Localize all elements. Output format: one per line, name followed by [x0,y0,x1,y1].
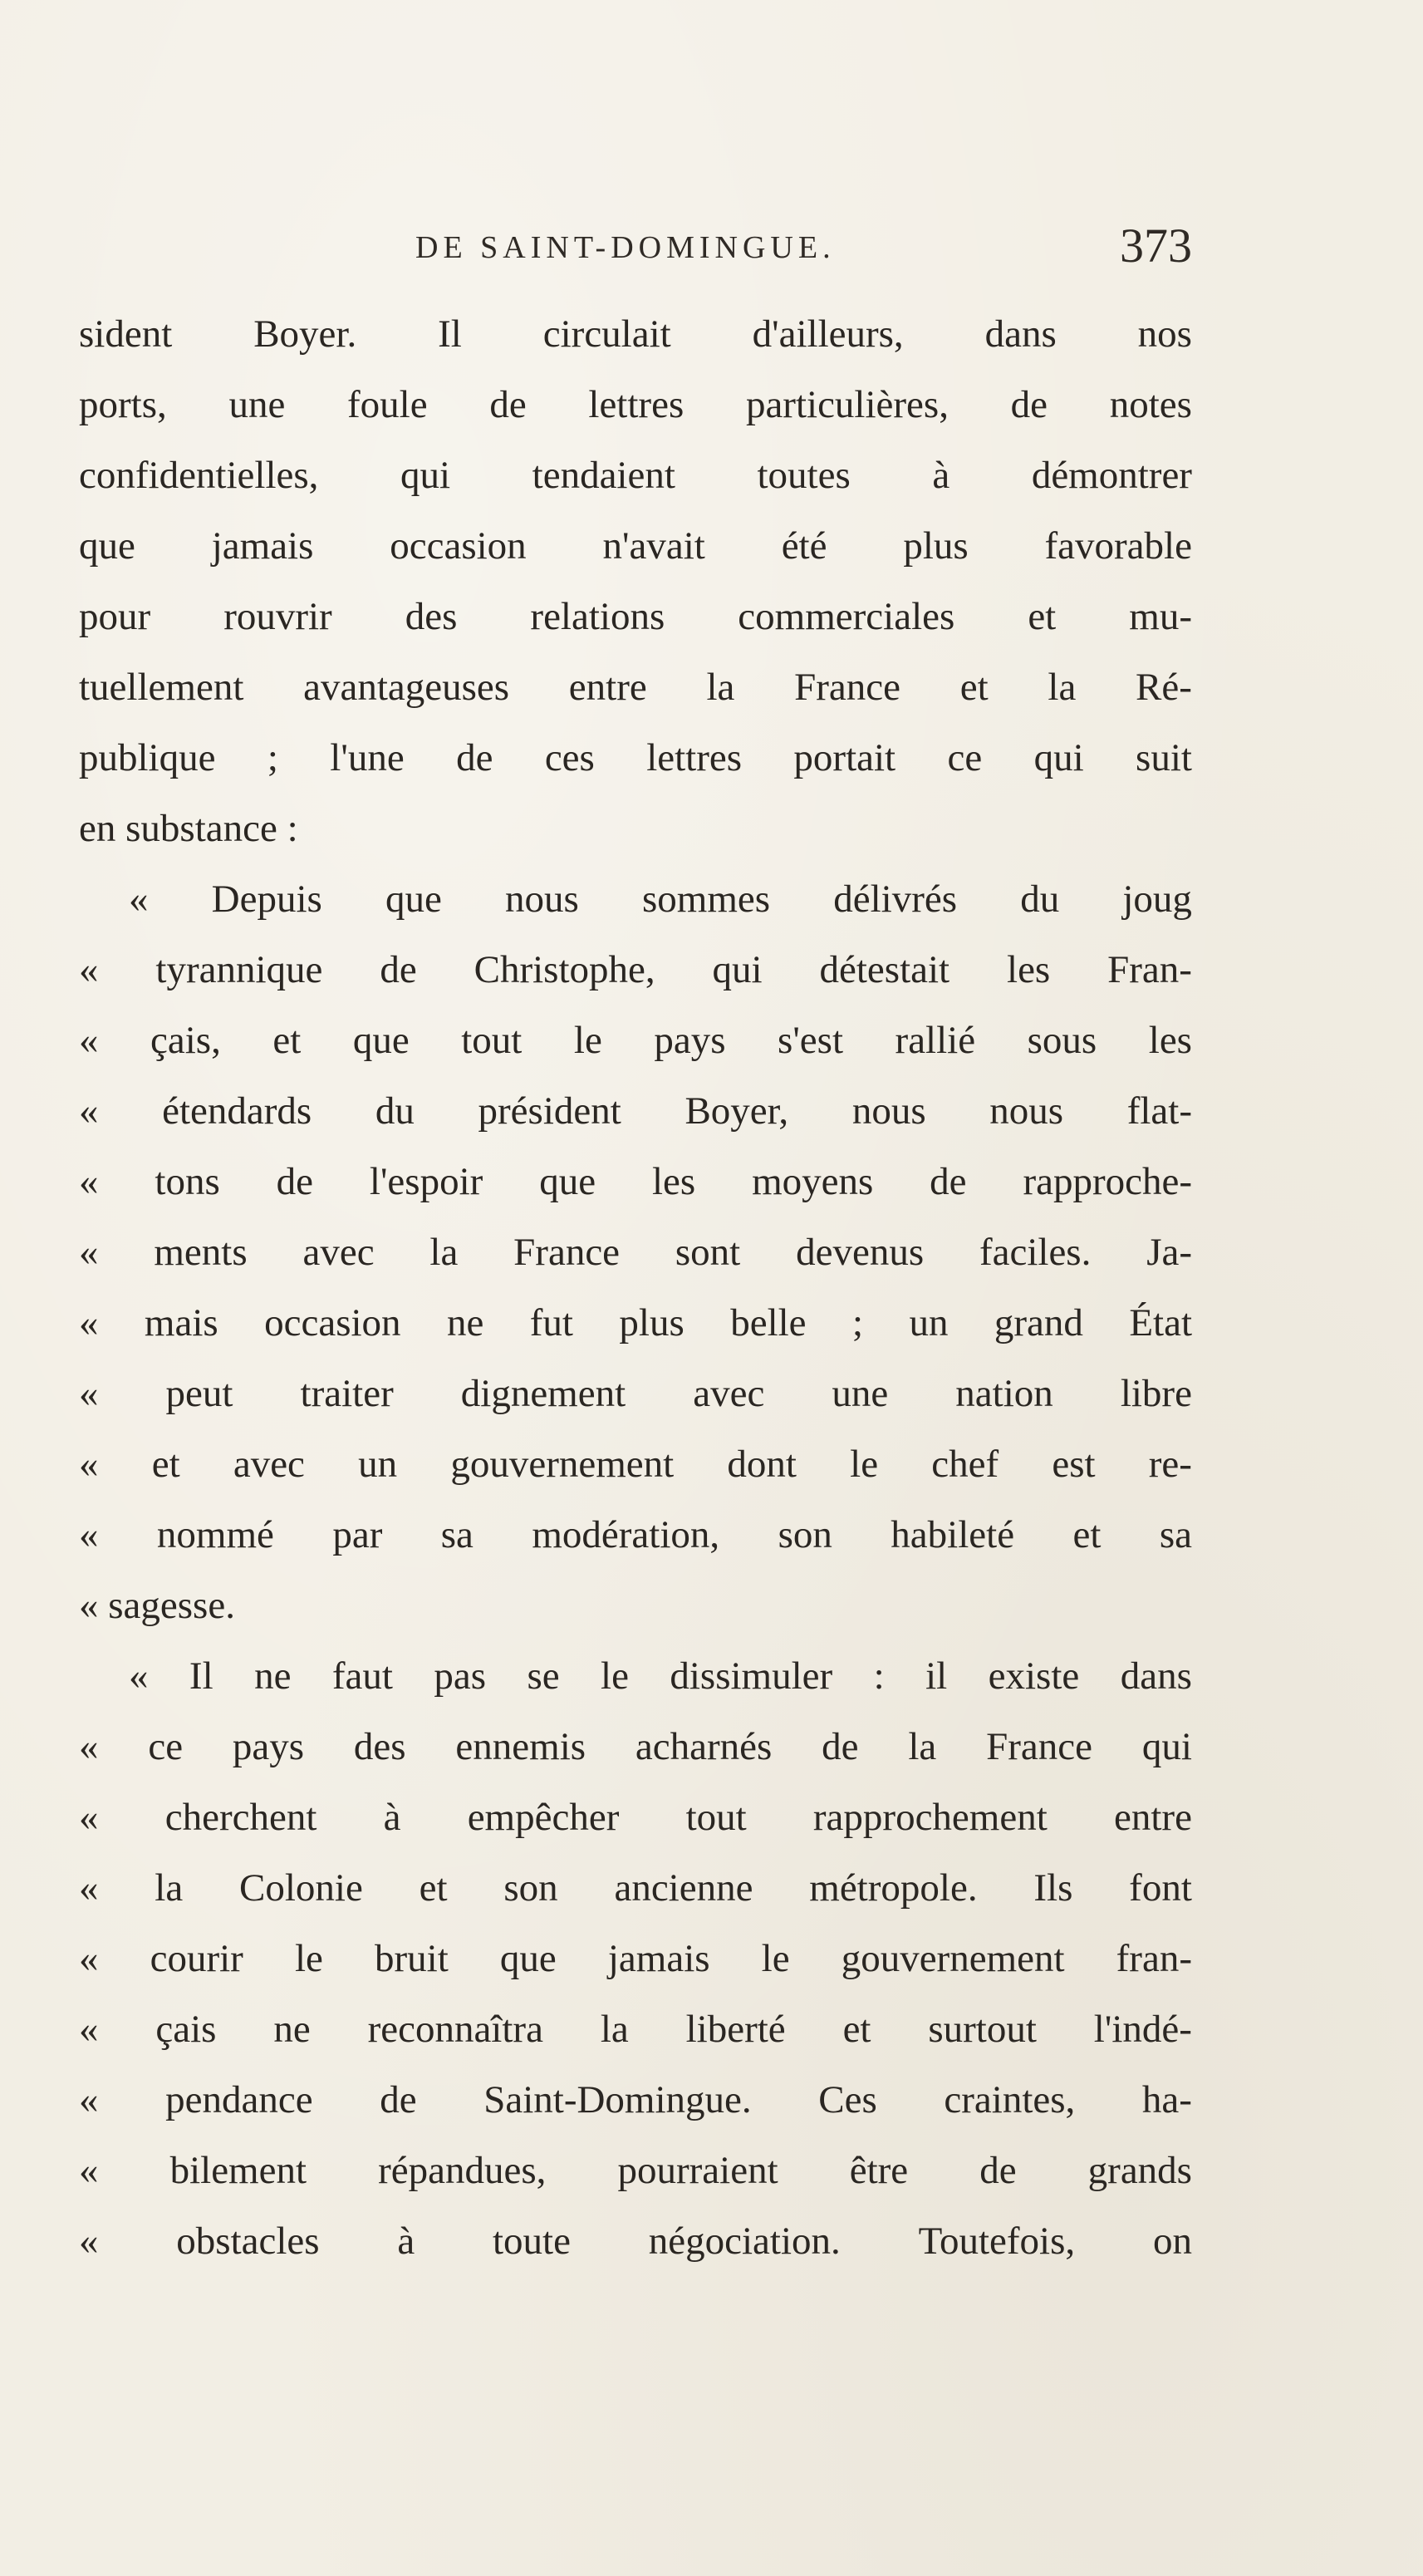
word: pays [232,1725,305,1768]
word: « [79,1160,99,1203]
word: en [79,807,126,850]
word: son [778,1513,832,1556]
word: « [79,1725,99,1768]
word: tuellement [79,666,244,709]
page-header [79,219,1192,273]
word: les [1148,1019,1192,1062]
word: joug [1122,878,1192,921]
word: à [383,1796,401,1839]
word: dans [984,312,1057,356]
word: « [79,1231,99,1274]
word: moyens [752,1160,874,1203]
word: entre [568,666,647,709]
word: çais [155,2008,217,2051]
word: bilement [169,2149,307,2192]
word: tout [461,1019,523,1062]
word: avec [302,1231,375,1274]
word: font [1129,1866,1192,1910]
word: nous [989,1089,1064,1133]
word: des [353,1725,406,1768]
word: chef [931,1443,999,1486]
word: ports, [79,383,167,426]
word: surtout [928,2008,1037,2051]
word: ces [544,736,595,779]
word: la [600,2008,629,2051]
word: rapprochement [812,1796,1048,1839]
word: faut [331,1654,393,1698]
word: sa [1159,1513,1192,1556]
word: nous [505,878,579,921]
word: et [419,1866,448,1910]
word: de [380,948,417,991]
word: toute [493,2220,571,2263]
word: n'avait [602,524,705,568]
word: France [513,1231,621,1274]
word: métropole. [809,1866,978,1910]
word: s'est [778,1019,844,1062]
word: ; [267,736,278,779]
word: Ré- [1136,666,1192,709]
word: craintes, [944,2078,1076,2121]
word: avec [693,1372,765,1415]
word: l'indé- [1093,2008,1192,2051]
word: le [294,1937,323,1980]
word: étendards [162,1089,312,1133]
text-line [79,652,1192,723]
word: d'ailleurs, [752,312,904,356]
word: dignement [460,1372,626,1415]
word: de [822,1725,859,1768]
word: été [781,524,827,568]
word: et [151,1443,180,1486]
word: Il [438,312,462,356]
word: des [405,595,458,638]
word: « [79,1089,99,1133]
text-line [79,1924,1192,1994]
word: Boyer. [253,312,357,356]
word: grand [994,1301,1083,1345]
word: sa [440,1513,474,1556]
word: et [842,2008,871,2051]
word: du [375,1089,415,1133]
word: ne [446,1301,484,1345]
word: le [573,1019,602,1062]
word: liberté [685,2008,786,2051]
word: à [397,2220,415,2263]
word: entre [1114,1796,1192,1839]
word: la [908,1725,937,1768]
word: lettres [646,736,743,779]
word: occasion [390,524,527,568]
word: à [932,454,950,497]
running-head: DE SAINT-DOMINGUE. [415,230,836,265]
word: que [352,1019,410,1062]
word: ce [148,1725,184,1768]
word: et [1072,1513,1102,1556]
word: tout [685,1796,747,1839]
word: traiter [300,1372,394,1415]
word: les [651,1160,696,1203]
text-line [79,1076,1192,1147]
word: le [601,1654,629,1698]
word: une [228,383,286,426]
text-line [79,2206,1192,2277]
word: que [79,524,135,568]
word: faciles. [979,1231,1092,1274]
word: ha- [1141,2078,1192,2121]
word: nommé [156,1513,274,1556]
word: acharnés [635,1725,773,1768]
word: « [79,2220,99,2263]
word: Colonie [239,1866,363,1910]
word: confidentielles, [79,454,319,497]
word: tons [155,1160,220,1203]
text-line [79,2065,1192,2136]
word: sont [675,1231,741,1274]
word: : [873,1654,885,1698]
word: ; [851,1301,864,1345]
text-line [79,1288,1192,1359]
text-line [79,370,1192,440]
word: dans [1120,1654,1192,1698]
word: dont [727,1443,797,1486]
word: de [380,2078,417,2121]
word: Saint-Domingue. [483,2078,752,2121]
word: « [79,1019,99,1062]
text-line [79,935,1192,1005]
word: « [79,1513,99,1556]
word: « [79,1301,99,1345]
word: çais, [150,1019,221,1062]
word: ments [154,1231,248,1274]
word: circulait [542,312,671,356]
word: sagesse. [108,1584,235,1627]
word: mu- [1129,595,1192,638]
word: démontrer [1031,454,1192,497]
word: belle [730,1301,807,1345]
word: pays [654,1019,726,1062]
word: pour [79,595,151,638]
text-line [79,440,1192,511]
word: « [79,2008,99,2051]
body-text [79,299,1192,2277]
word: pas [434,1654,487,1698]
word: Boyer, [685,1089,789,1133]
word: existe [988,1654,1080,1698]
word: Ces [818,2078,877,2121]
word: peut [165,1372,233,1415]
word: « [79,1937,99,1980]
text-line [79,1217,1192,1288]
word: de [979,2149,1017,2192]
word: fran- [1116,1937,1192,1980]
text-line [79,723,1192,794]
word: son [503,1866,558,1910]
word: répandues, [378,2149,547,2192]
word: ancienne [614,1866,753,1910]
word: toutes [757,454,851,497]
word: Toutefois, [918,2220,1076,2263]
word: qui [1141,1725,1192,1768]
word: libre [1120,1372,1192,1415]
word: favorable [1044,524,1192,568]
word: qui [1033,736,1084,779]
word: sommes [642,878,771,921]
text-line [79,1500,1192,1571]
word: « [79,2149,99,2192]
word: dissimuler [670,1654,833,1698]
word: empêcher [467,1796,620,1839]
word: la [429,1231,459,1274]
word: que [385,878,442,921]
word: la [706,666,735,709]
word: Ja- [1146,1231,1192,1274]
word: rouvrir [223,595,332,638]
word: l'une [330,736,405,779]
word: les [1007,948,1051,991]
word: flat- [1126,1089,1192,1133]
text-line [79,1641,1192,1712]
word: sident [79,312,173,356]
word: un [909,1301,949,1345]
word: Fran- [1107,948,1192,991]
word: jamais [607,1937,710,1980]
word: et [959,666,989,709]
word: qui [712,948,763,991]
word: substance [125,807,287,850]
text-line [79,582,1192,652]
text-line [79,1005,1192,1076]
word: de [930,1160,967,1203]
text-line [79,1994,1192,2065]
word: « [79,2078,99,2121]
word: « [79,1584,109,1627]
text-line [79,2136,1192,2206]
word: est [1052,1443,1096,1486]
word: une [832,1372,889,1415]
word: gouvernement [450,1443,675,1486]
word: obstacles [176,2220,320,2263]
word: « [79,1443,99,1486]
word: État [1129,1301,1192,1345]
word: publique [79,736,216,779]
word: détestait [819,948,950,991]
word: qui [400,454,451,497]
word: cherchent [164,1796,317,1839]
word: pendance [165,2078,313,2121]
word: ennemis [455,1725,586,1768]
word: habileté [891,1513,1015,1556]
word: de [276,1160,314,1203]
word: et [1028,595,1057,638]
word: Ils [1033,1866,1073,1910]
word: reconnaîtra [367,2008,543,2051]
word: la [1048,666,1077,709]
word: par [332,1513,383,1556]
word: « [129,878,149,921]
word: relations [530,595,665,638]
word: Il [189,1654,213,1698]
text-line [79,1359,1192,1429]
word: du [1020,878,1060,921]
word: notes [1109,383,1192,426]
word: le [850,1443,879,1486]
page-number: 373 [1120,219,1192,273]
word: et [272,1019,302,1062]
word: France [986,1725,1092,1768]
word: rapproche- [1023,1160,1192,1203]
word: France [794,666,900,709]
text-line [79,299,1192,370]
word: « [79,1372,99,1415]
word: avec [233,1443,305,1486]
text-line [79,1712,1192,1782]
text-line [79,1147,1192,1217]
text-line [79,1571,1192,1641]
word: tyrannique [155,948,323,991]
word: particulières, [745,383,949,426]
text-line [79,1429,1192,1500]
text-line [79,794,1192,864]
word: pourraient [617,2149,778,2192]
word: il [925,1654,948,1698]
word: mais [144,1301,218,1345]
word: modération, [532,1513,720,1556]
word: nation [955,1372,1053,1415]
word: que [499,1937,557,1980]
word: foule [347,383,428,426]
word: se [527,1654,560,1698]
word: on [1152,2220,1192,2263]
word: être [849,2149,909,2192]
word: plus [619,1301,685,1345]
word: ne [273,2008,311,2051]
word: l'espoir [369,1160,483,1203]
word: lettres [588,383,685,426]
word: président [478,1089,621,1133]
word: jamais [211,524,314,568]
word: tendaient [532,454,675,497]
word: : [287,807,298,850]
word: nous [851,1089,926,1133]
word: négociation. [648,2220,841,2263]
word: « [79,1866,99,1910]
word: « [129,1654,149,1698]
word: suit [1136,736,1192,779]
word: de [489,383,527,426]
text-line [79,1782,1192,1853]
word: Christophe, [474,948,655,991]
word: de [456,736,493,779]
word: bruit [374,1937,449,1980]
word: ne [254,1654,292,1698]
word: délivrés [833,878,958,921]
word: re- [1148,1443,1192,1486]
word: occasion [264,1301,401,1345]
word: portait [793,736,896,779]
word: un [358,1443,398,1486]
word: « [79,1796,99,1839]
text-line [79,511,1192,582]
word: fut [529,1301,573,1345]
word: plus [903,524,969,568]
word: avantageuses [303,666,510,709]
word: grands [1087,2149,1192,2192]
word: Depuis [211,878,322,921]
word: « [79,948,99,991]
word: sous [1027,1019,1097,1062]
word: de [1010,383,1048,426]
word: commerciales [738,595,955,638]
word: nos [1137,312,1192,356]
word: gouvernement [841,1937,1065,1980]
word: le [761,1937,790,1980]
word: ce [947,736,983,779]
word: devenus [796,1231,925,1274]
word: courir [150,1937,243,1980]
text-line [79,1853,1192,1924]
text-line [79,864,1192,935]
word: la [155,1866,184,1910]
word: que [539,1160,596,1203]
word: rallié [895,1019,976,1062]
